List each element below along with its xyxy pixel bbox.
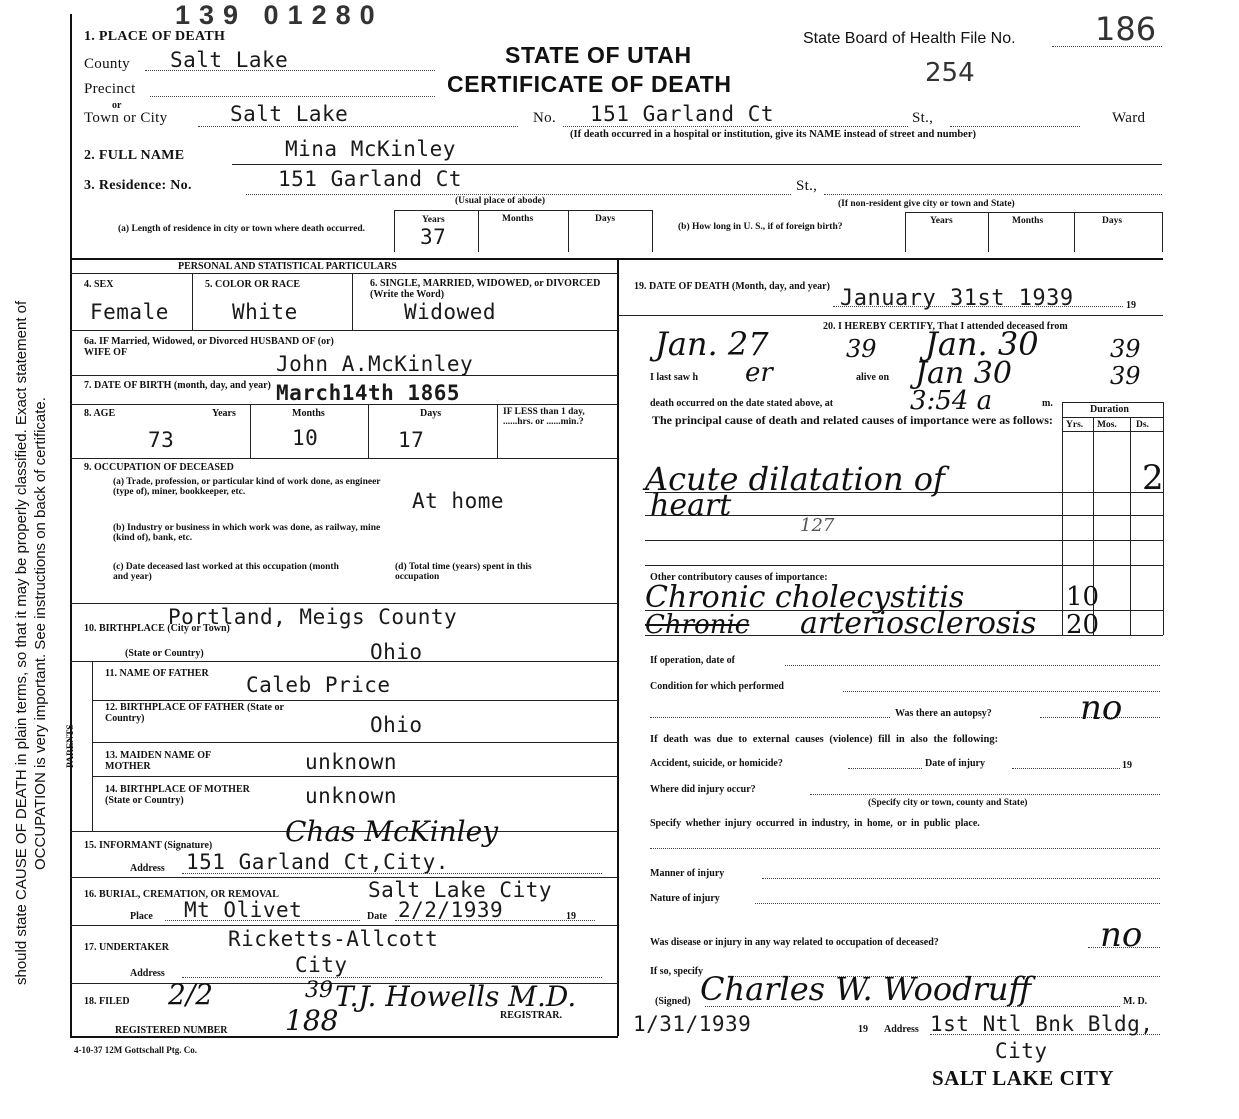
full-name-label: 2. FULL NAME <box>84 148 185 163</box>
dob-value: March14th 1865 <box>276 381 461 405</box>
cause-2: heart <box>650 488 732 523</box>
age-col3 <box>497 404 498 458</box>
burial-place-value: Mt Olivet <box>184 898 303 922</box>
length-col4 <box>652 210 653 252</box>
duration-col-right <box>1163 402 1164 635</box>
informant-signature: Chas McKinley <box>285 815 499 848</box>
undertaker-address-line <box>182 977 602 978</box>
length-years-value: 37 <box>420 225 447 249</box>
length-table-top <box>394 210 652 211</box>
occupation-label: 9. OCCUPATION OF DECEASED <box>84 462 234 473</box>
condition-label: Condition for which performed <box>650 681 784 692</box>
mother-name-value: unknown <box>305 750 398 774</box>
occupation-value: At home <box>412 489 505 513</box>
residence-value: 151 Garland Ct <box>278 167 463 191</box>
full-name-value: Mina McKinley <box>285 137 456 161</box>
father-name-value: Caleb Price <box>246 673 391 697</box>
ward-line <box>950 126 1080 127</box>
duration-ds-label: Ds. <box>1136 420 1149 430</box>
cause-line-3 <box>645 540 1163 541</box>
certificate-serial-number: 139 01280 <box>175 0 384 30</box>
foreign-months-label: Months <box>1012 216 1044 226</box>
foreign-birth-label: (b) How long in U. S., if of foreign birth? <box>678 222 843 232</box>
filed-year: 39 <box>305 978 333 1003</box>
if-so-label: If so, specify <box>650 966 704 977</box>
foreign-table-top <box>905 212 1163 213</box>
row-line-12 <box>70 925 618 926</box>
last-saw-suffix: er <box>745 358 773 388</box>
length-days-label: Days <box>595 214 616 224</box>
contributory-1: Chronic cholecystitis <box>645 580 965 615</box>
mother-birthplace-value: unknown <box>305 784 398 808</box>
marital-label: 6. SINGLE, MARRIED, WIDOWED, or DIVORCED (Write the Word) <box>370 278 601 300</box>
less-than-day-label: IF LESS than 1 day, ......hrs. or ......min.? <box>503 407 585 427</box>
certify-label: 20. I HEREBY CERTIFY, That I attended deceased from <box>823 321 1068 332</box>
injury-industry-label: Specify whether injury occurred in industry, in home, or in public place. <box>650 818 980 829</box>
race-label: 5. COLOR OR RACE <box>205 279 301 290</box>
nature-line <box>755 903 1160 904</box>
age-col2 <box>368 404 369 458</box>
undertaker-value: Ricketts-Allcott <box>228 927 439 951</box>
contributory-2: arteriosclerosis <box>800 606 1037 641</box>
row-line-1 <box>70 330 618 331</box>
cause-label: The principal cause of death and related causes of importance were as follows: <box>652 413 1053 427</box>
signed-year-suffix: 19 <box>858 1024 868 1035</box>
race-marital-divider <box>352 273 353 330</box>
death-time: 3:54 a <box>910 386 993 416</box>
signed-line <box>705 1006 1120 1007</box>
undertaker-address-value: City <box>295 953 348 977</box>
duration-subheader-line <box>1062 417 1163 418</box>
marital-value: Widowed <box>404 300 497 324</box>
salt-lake-city-stamp: SALT LAKE CITY <box>932 1066 1115 1090</box>
occupation-b-label: (b) Industry or business in which work was done, as railway, mine (kind of), bank, etc. <box>113 523 381 543</box>
registrar-signature: T.J. Howells M.D. <box>335 980 577 1013</box>
alive-on-value: Jan 30 <box>915 356 1012 391</box>
last-saw-label: I last saw h <box>650 372 699 383</box>
injury-year-suffix: 19 <box>1122 760 1132 771</box>
operation-label: If operation, date of <box>650 655 735 666</box>
length-of-residence-label: (a) Length of residence in city or town where death occurred. <box>118 224 366 234</box>
precinct-label: Precinct <box>84 81 136 97</box>
duration-mos-label: Mos. <box>1097 420 1117 430</box>
death-time-m: m. <box>1042 398 1053 409</box>
frame-bottom <box>70 1036 618 1038</box>
residence-st-label: St., <box>796 178 818 194</box>
town-line <box>198 126 518 127</box>
side-instructions-line2: OCCUPATION is very important. See instructions on back of certificate. <box>32 397 49 870</box>
personal-title-line <box>70 273 618 274</box>
foreign-col1 <box>905 212 906 252</box>
duration-box-top <box>1062 402 1163 403</box>
physician-address-label: Address <box>884 1024 919 1035</box>
manner-line <box>762 878 1160 879</box>
burial-date-value: 2/2/1939 <box>398 898 504 922</box>
physician-address-value: 1st Ntl Bnk Bldg, <box>930 1012 1154 1036</box>
parents-divider <box>92 661 93 831</box>
state-country-label: (State or Country) <box>125 648 204 659</box>
burial-year-suffix: 19 <box>566 911 576 922</box>
autopsy-value: no <box>1080 688 1123 728</box>
personal-section-top <box>70 258 1163 260</box>
age-label: 8. AGE <box>84 408 116 419</box>
spouse-label: 6a. IF Married, Widowed, or Divorced HUSBAND OF (or) WIFE OF <box>84 336 334 358</box>
foreign-days-label: Days <box>1102 216 1123 226</box>
duration-col-left <box>1062 402 1063 635</box>
age-days-value: 17 <box>398 428 425 452</box>
age-months-value: 10 <box>292 426 319 450</box>
row-line-4 <box>70 458 618 459</box>
file-number: 186 <box>1095 10 1157 48</box>
date-of-death-year-suffix: 19 <box>1126 300 1136 311</box>
attended-to: Jan. 30 <box>925 325 1039 363</box>
attended-from-year: 39 <box>846 335 877 363</box>
autopsy-pre-line <box>650 717 890 718</box>
external-causes-label: If death was due to external causes (violence) fill in also the following: <box>650 734 999 745</box>
residence-label: 3. Residence: No. <box>84 178 192 193</box>
or-label: or <box>112 100 122 111</box>
signed-label: (Signed) <box>655 996 691 1007</box>
physician-signature: Charles W. Woodruff <box>700 970 1032 1008</box>
nonresident-note: (If non-resident give city or town and State) <box>838 199 1015 209</box>
birthplace-city-value: Portland, Meigs County <box>168 605 458 629</box>
age-years-label: Years <box>212 408 236 419</box>
informant-address-value: 151 Garland Ct,City. <box>186 850 449 874</box>
usual-abode-note: (Usual place of abode) <box>455 196 545 206</box>
cause-line-4 <box>645 565 1163 566</box>
physician-city-value: City <box>995 1039 1048 1063</box>
county-label: County <box>84 56 130 72</box>
registered-number-label: REGISTERED NUMBER <box>115 1025 228 1036</box>
cause-1-duration: 2 <box>1142 458 1164 498</box>
row-line-5 <box>70 603 618 604</box>
birthplace-state-value: Ohio <box>370 640 423 664</box>
ward-label: Ward <box>1112 110 1146 126</box>
cause-code: 127 <box>800 515 835 536</box>
age-days-label: Days <box>420 408 442 419</box>
occupation-related-value: no <box>1100 915 1143 955</box>
alive-on-year: 39 <box>1110 362 1141 390</box>
sex-value: Female <box>90 300 169 324</box>
town-label: Town or City <box>84 110 168 126</box>
burial-value: Salt Lake City <box>368 878 553 902</box>
length-months-label: Months <box>502 214 534 224</box>
age-col1 <box>250 404 251 458</box>
duration-col-3 <box>1130 417 1131 635</box>
certificate-title: CERTIFICATE OF DEATH <box>447 71 732 97</box>
row-line-8 <box>92 742 618 743</box>
race-value: White <box>232 300 298 324</box>
personal-section-title: PERSONAL AND STATISTICAL PARTICULARS <box>178 261 397 272</box>
age-months-label: Months <box>292 408 325 419</box>
street-line <box>563 126 908 127</box>
duration-label: Duration <box>1090 404 1129 415</box>
birthplace-label: 10. BIRTHPLACE (City or Town) <box>84 623 230 634</box>
mother-birthplace-label: 14. BIRTHPLACE OF MOTHER (State or Country) <box>105 784 250 806</box>
length-col3 <box>568 210 569 252</box>
local-file-number: 254 <box>925 58 975 88</box>
precinct-line <box>150 96 435 97</box>
row-line-2 <box>70 375 618 376</box>
injury-industry-line <box>650 848 1160 849</box>
injury-specify-note: (Specify city or town, county and State) <box>868 798 1028 808</box>
town-value: Salt Lake <box>230 102 349 126</box>
father-birthplace-label: 12. BIRTHPLACE OF FATHER (State or Country) <box>105 702 284 724</box>
duration-header-bottom <box>1062 431 1163 432</box>
foreign-col4 <box>1162 212 1163 252</box>
mother-name-label: 13. MAIDEN NAME OF MOTHER <box>105 750 211 772</box>
contributory-1-duration: 10 <box>1066 582 1100 612</box>
injury-where-line <box>810 794 1160 795</box>
row-line-7 <box>92 700 618 701</box>
attended-from: Jan. 27 <box>655 325 769 363</box>
informant-address-label: Address <box>130 863 165 874</box>
frame-left <box>70 14 72 1036</box>
injury-where-label: Where did injury occur? <box>650 784 756 795</box>
accident-line <box>848 768 922 769</box>
burial-date-label: Date <box>367 911 387 922</box>
place-address-value: 151 Garland Ct <box>590 102 775 126</box>
registrar-label: REGISTRAR. <box>500 1010 562 1021</box>
place-st-label: St., <box>912 110 934 126</box>
father-birthplace-value: Ohio <box>370 713 423 737</box>
burial-place-label: Place <box>130 911 153 922</box>
operation-line <box>785 665 1160 666</box>
undertaker-address-label: Address <box>130 968 165 979</box>
registered-number-value: 188 <box>285 1004 339 1037</box>
place-of-death-label: 1. PLACE OF DEATH <box>84 29 226 44</box>
attended-to-year: 39 <box>1110 335 1141 363</box>
cause-1: Acute dilatation of <box>645 460 945 498</box>
nature-label: Nature of injury <box>650 893 720 904</box>
foreign-col3 <box>1074 212 1075 252</box>
contributory-label: Other contributory causes of importance: <box>650 572 828 583</box>
death-occurred-label: death occurred on the date stated above, at <box>650 398 834 409</box>
spouse-value: John A.McKinley <box>276 352 474 376</box>
death-date-row-line <box>618 315 1163 316</box>
occupation-c-label: (c) Date deceased last worked at this occupation (month and year) <box>113 562 339 582</box>
date-of-death-value: January 31st 1939 <box>840 286 1074 311</box>
date-of-death-label: 19. DATE OF DEATH (Month, day, and year) <box>634 281 830 292</box>
parents-side-label: PARENTS <box>66 724 76 768</box>
undertaker-label: 17. UNDERTAKER <box>84 942 170 953</box>
length-col2 <box>478 210 479 252</box>
row-line-9 <box>92 776 618 777</box>
residence-line <box>246 194 791 195</box>
filed-date: 2/2 <box>168 978 214 1011</box>
manner-label: Manner of injury <box>650 868 725 879</box>
md-label: M. D. <box>1123 996 1148 1007</box>
occupation-related-label: Was disease or injury in any way related to occupation of deceased? <box>650 937 939 948</box>
duration-yrs-label: Yrs. <box>1066 420 1084 430</box>
signed-date-value: 1/31/1939 <box>633 1012 752 1036</box>
contributory-2-struck: Chronic <box>645 610 750 640</box>
sex-race-divider <box>192 273 193 330</box>
state-title: STATE OF UTAH <box>505 42 692 68</box>
filed-label: 18. FILED <box>84 996 130 1007</box>
alive-on-label: alive on <box>856 372 890 383</box>
row-line-3 <box>70 404 618 405</box>
burial-label: 16. BURIAL, CREMATION, OR REMOVAL <box>84 889 279 900</box>
occupation-a-label: (a) Trade, profession, or particular kind of work done, as engineer (type of), miner, bookkeeper, etc. <box>113 477 381 497</box>
foreign-years-label: Years <box>930 216 953 226</box>
occupation-d-label: (d) Total time (years) spent in this occupation <box>395 562 532 582</box>
length-col1 <box>394 210 395 252</box>
county-value: Salt Lake <box>170 48 289 72</box>
injury-date-label: Date of injury <box>925 758 985 769</box>
length-years-label: Years <box>422 215 445 225</box>
contributory-2-duration: 20 <box>1066 610 1100 640</box>
row-line-6 <box>70 661 618 662</box>
file-number-label: State Board of Health File No. <box>803 30 1016 47</box>
name-line <box>232 164 1162 165</box>
accident-label: Accident, suicide, or homicide? <box>650 758 783 769</box>
father-name-label: 11. NAME OF FATHER <box>105 668 209 679</box>
street-no-label: No. <box>533 110 556 126</box>
residence-city-line <box>824 194 1162 195</box>
printer-imprint: 4-10-37 12M Gottschall Ptg. Co. <box>74 1045 197 1055</box>
side-instructions-line1: should state CAUSE OF DEATH in plain terms, so that it may be properly classified. Exact statement of <box>13 300 30 985</box>
age-years-value: 73 <box>148 428 175 452</box>
autopsy-label: Was there an autopsy? <box>895 708 992 719</box>
injury-date-line <box>1012 768 1120 769</box>
foreign-col2 <box>988 212 989 252</box>
dob-label: 7. DATE OF BIRTH (month, day, and year) <box>84 380 271 391</box>
sex-label: 4. SEX <box>84 279 114 290</box>
informant-label: 15. INFORMANT (Signature) <box>84 840 213 851</box>
hospital-note: (If death occurred in a hospital or institution, give its NAME instead of street and number) <box>570 129 977 140</box>
